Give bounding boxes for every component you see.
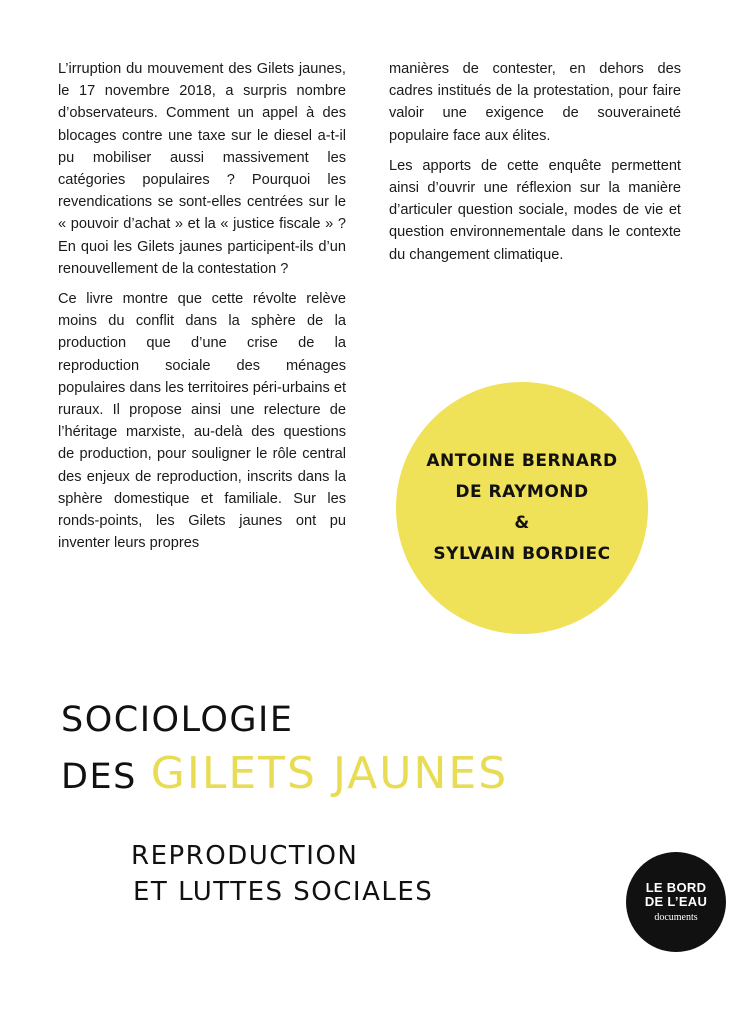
blurb-left-column [58, 58, 346, 562]
subtitle-line: ET LUTTES SOCIALES [133, 877, 434, 907]
author-disc [396, 382, 648, 634]
author-name-line: SYLVAIN BORDIEC [433, 544, 611, 564]
author-name-line: DE RAYMOND [455, 482, 589, 502]
blurb-paragraph: L’irruption du mouvement des Gilets jaunes, le 17 novembre 2018, a surpris nombre d’observateurs. Comment un appel à des blocages contre une taxe sur le diesel a-t-il pu mobiliser aussi massivement les catégories populaires ? Pourquoi les revendications se sont-elles centrées sur le « pouvoir d’achat » et la « justice fiscale » ? En quoi les Gilets jaunes participent-ils d’un renouvellement de la contestation ? [58, 61, 346, 277]
blurb-paragraph: manières de contester, en dehors des cadres institués de la protestation, pour faire valoir une exigence de souveraineté populaire face aux élites. [389, 61, 681, 144]
blurb-right-column [389, 58, 681, 274]
book-title-highlight: GILETS JAUNES [150, 748, 509, 799]
publisher-logo [626, 852, 726, 952]
book-title-line2 [61, 748, 508, 799]
blurb-paragraph: Les apports de cette enquête permettent ainsi d’ouvrir une réflexion sur la manière d’articuler question sociale, modes de vie et question environnementale dans le contexte du changement climatique. [389, 157, 681, 263]
publisher-name-line: LE BORD [645, 880, 707, 895]
book-title-line1: SOCIOLOGIE [61, 700, 294, 740]
author-ampersand: & [514, 513, 530, 533]
author-name-line: ANTOINE BERNARD [426, 451, 618, 471]
book-title-prefix: DES [61, 757, 137, 797]
publisher-collection: documents [654, 912, 698, 923]
blurb-paragraph: Ce livre montre que cette révolte relève moins du conflit dans la sphère de la production que d’une crise de la reproduction sociale des ménages populaires dans les territoires péri-urbains et ruraux. Il propose ainsi une relecture de l’héritage marxiste, au-delà des questions de production, pour souligner le rôle central des enjeux de reproduction, inscrits dans la sphère domestique et familiale. Sur les ronds-points, les Gilets jaunes ont pu inventer leurs propres [58, 291, 346, 552]
publisher-name-line: DE L’EAU [644, 894, 708, 909]
subtitle-line: REPRODUCTION [131, 841, 359, 871]
book-subtitle [131, 838, 433, 910]
